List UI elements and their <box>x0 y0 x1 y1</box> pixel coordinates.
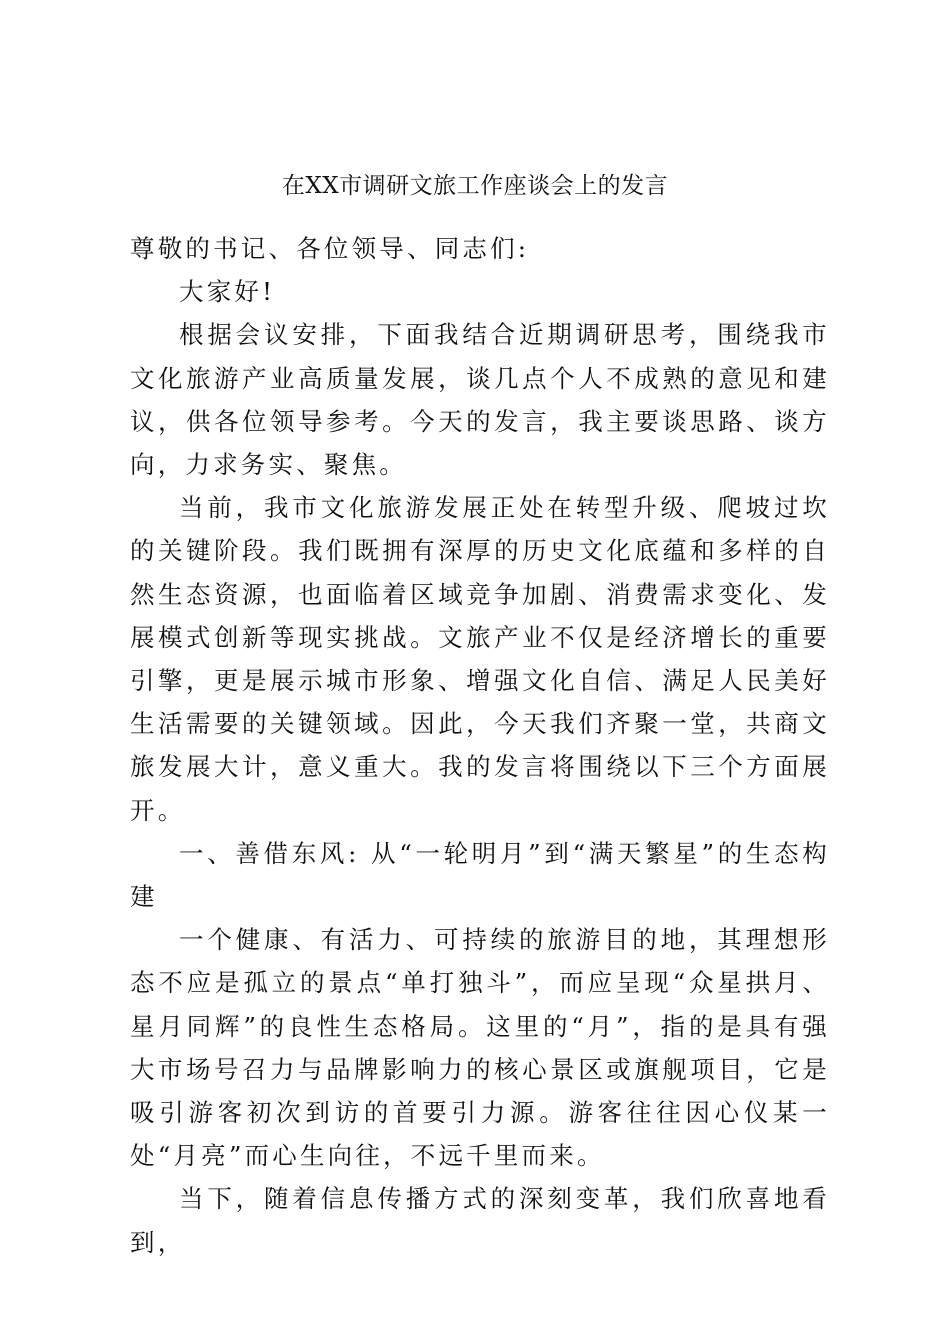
salutation: 尊敬的书记、各位领导、同志们: <box>130 234 530 263</box>
section-heading-1: 一、善借东风: 从“一轮明月”到“满天繁星”的生态构建 <box>130 838 830 912</box>
greeting: 大家好! <box>179 277 276 307</box>
document-body <box>130 227 830 1264</box>
paragraph-ecosystem: 一个健康、有活力、可持续的旅游目的地，其理想形态不应是孤立的景点“单打独斗”，而应呈现“众星拱月、星月同辉”的良性生态格局。这里的“月”，指的是具有强大市场号召力与品牌影响力的核心景区或旗舰项目，它是吸引游客初次到访的首要引力源。游客往往因心仪某一处“月亮”而心生向往，不远千里而来。 <box>130 925 830 1171</box>
paragraph-context: 当前，我市文化旅游发展正处在转型升级、爬坡过坎的关键阶段。我们既拥有深厚的历史文化底蕴和多样的自然生态资源，也面临着区域竞争加剧、消费需求变化、发展模式创新等现实挑战。文旅产业不仅是经济增长的重要引擎，更是展示城市形象、增强文化自信、满足人民美好生活需要的关键领域。因此，今天我们齐聚一堂，共商文旅发展大计，意义重大。我的发言将围绕以下三个方面展开。 <box>130 493 830 825</box>
paragraph-continued: 当下，随着信息传播方式的深刻变革，我们欣喜地看到， <box>130 1184 830 1257</box>
paragraph-intro: 根据会议安排，下面我结合近期调研思考，围绕我市文化旅游产业高质量发展，谈几点个人不成熟的意见和建议，供各位领导参考。今天的发言，我主要谈思路、谈方向，力求务实、聚焦。 <box>130 320 830 480</box>
document-title: 在XX市调研文旅工作座谈会上的发言 <box>281 173 669 199</box>
